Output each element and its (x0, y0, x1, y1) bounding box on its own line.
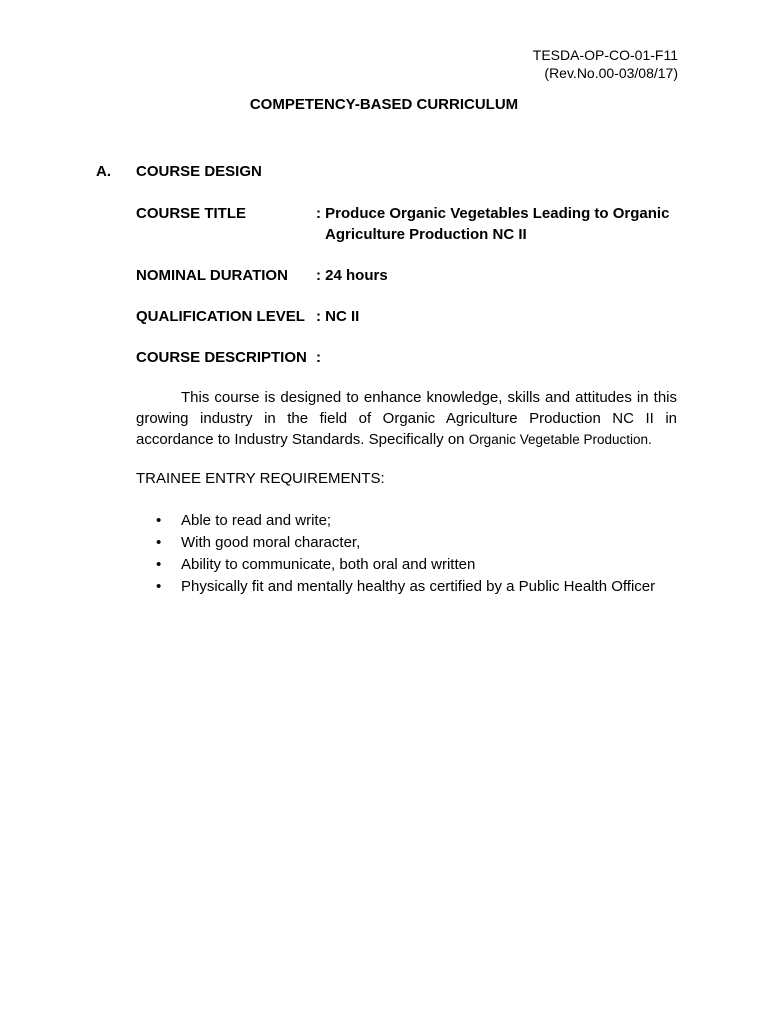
document-revision: (Rev.No.00-03/08/17) (544, 65, 678, 81)
list-item: • Able to read and write; (136, 510, 655, 532)
course-title-value-line1: : Produce Organic Vegetables Leading to Organic (316, 205, 670, 222)
nominal-duration-value: : 24 hours (316, 267, 388, 284)
document-title: COMPETENCY-BASED CURRICULUM (249, 96, 519, 113)
bullet-icon: • (156, 578, 162, 595)
course-description-specific: Organic Vegetable Production. (468, 432, 652, 447)
bullet-icon: • (156, 512, 162, 529)
course-description-label: COURSE DESCRIPTION (136, 349, 307, 366)
document-code-block (533, 46, 678, 82)
bullet-icon: • (156, 556, 162, 573)
requirements-list (136, 510, 655, 598)
section-letter: A. (96, 163, 111, 180)
course-description-colon: : (316, 349, 321, 366)
nominal-duration-label: NOMINAL DURATION (136, 267, 288, 284)
course-description-paragraph (136, 387, 677, 450)
section-heading-text: COURSE DESIGN (136, 163, 262, 180)
course-description-text: This course is designed to enhance knowledge, skills and attitudes in this growing industry in the field of Organic Agriculture Production NC II in accordance to Industry Standards. Specifically on (136, 389, 677, 448)
document-code: TESDA-OP-CO-01-F11 (532, 47, 678, 63)
qualification-level-value: : NC II (316, 308, 360, 325)
course-title-value (316, 203, 686, 245)
list-item: • Physically fit and mentally healthy as certified by a Public Health Officer (136, 576, 655, 598)
section-heading (96, 163, 262, 180)
qualification-level-label: QUALIFICATION LEVEL (136, 308, 305, 325)
list-item: • With good moral character, (136, 532, 655, 554)
course-title-value-line2: Agriculture Production NC II (325, 226, 527, 243)
course-title-label: COURSE TITLE (136, 205, 247, 222)
requirements-heading: TRAINEE ENTRY REQUIREMENTS: (136, 470, 385, 487)
bullet-icon: • (156, 534, 162, 551)
list-item: • Ability to communicate, both oral and written (136, 554, 655, 576)
